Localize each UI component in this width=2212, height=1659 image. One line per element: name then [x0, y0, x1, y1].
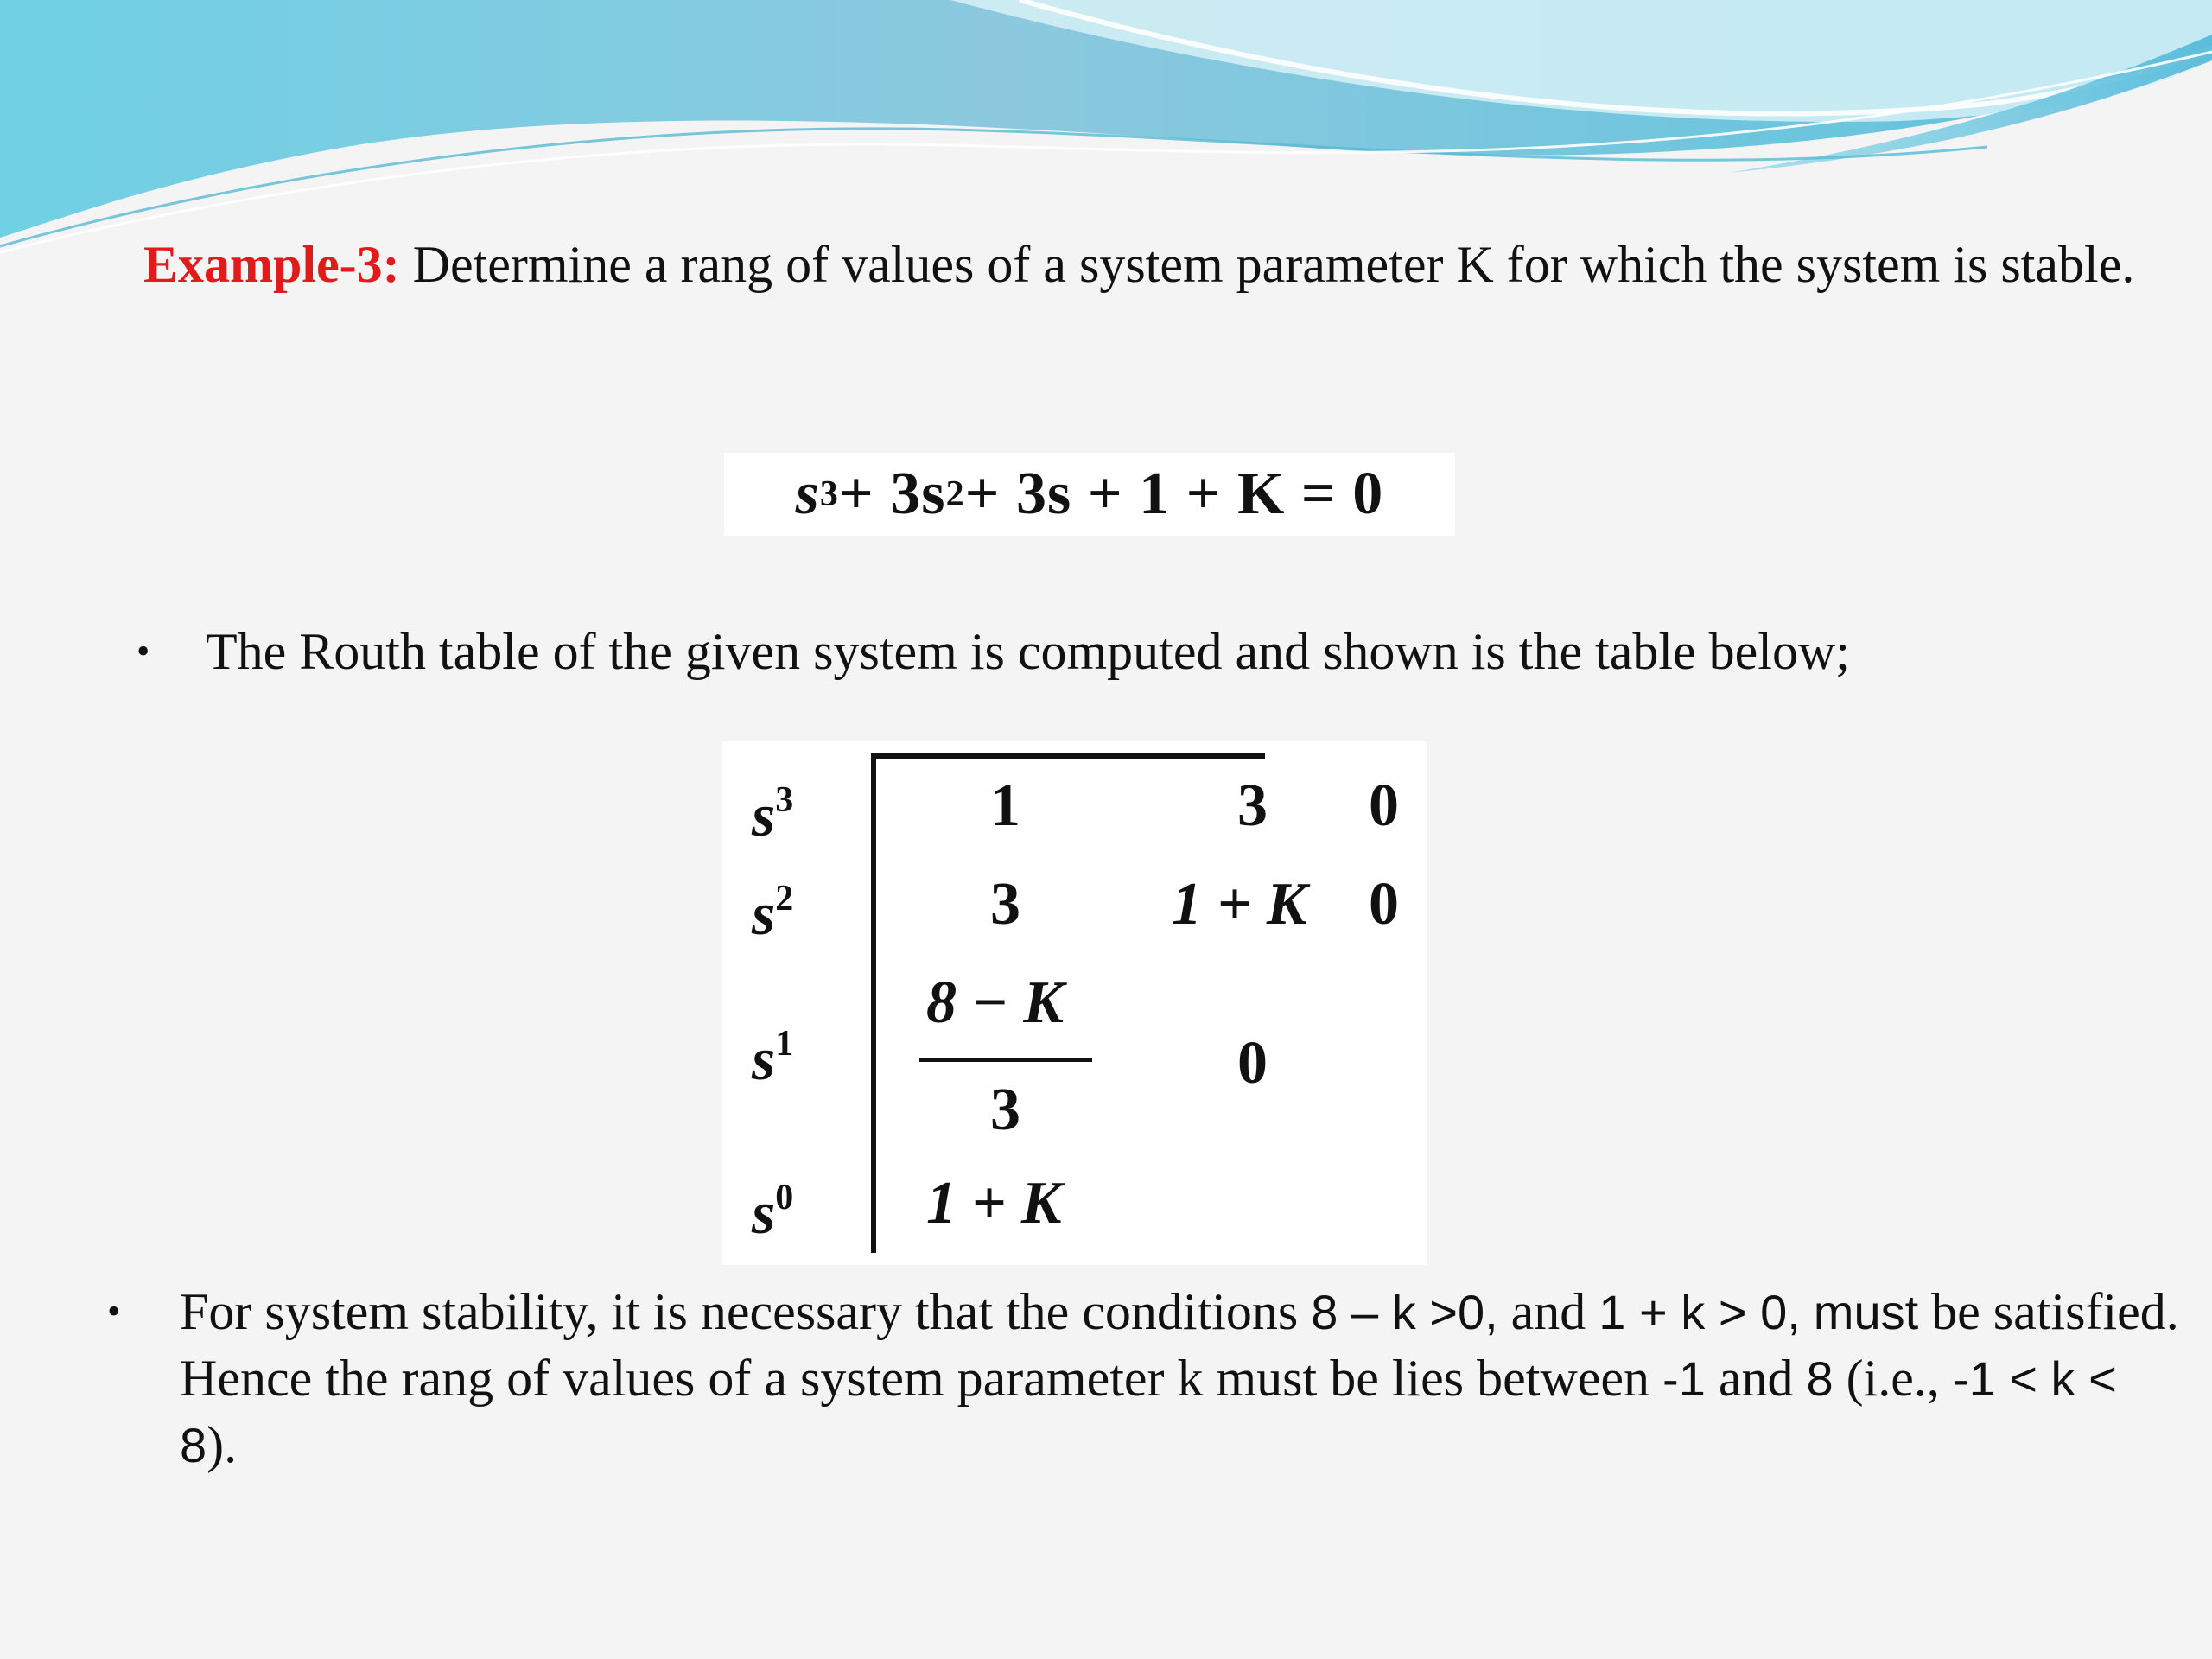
condition-two: 1 + k > 0, [1599, 1285, 1801, 1339]
example-label: Example-3: [143, 236, 400, 293]
routh-cell-r1c1: 1 [990, 772, 1020, 839]
bullet-stability-text: For system stability, it is necessary that the conditions 8 – k >0, and 1 + k > 0, must be satisfied. Hence the rang of values of a system parameter k must be lies between -1 and 8 (i.e., -1 < k < 8). [180, 1283, 2179, 1473]
routh-cell-r4c1: 1 + K [926, 1170, 1062, 1236]
range-expression: -1 < k < 8 [180, 1351, 2117, 1472]
routh-fraction-bar [919, 1058, 1092, 1062]
header-wave-decoration [0, 0, 2212, 259]
example-text: Determine a rang of values of a system parameter K for which the system is stable. [399, 236, 2135, 293]
routh-cell-r3c1-numerator: 8 − K [926, 969, 1065, 1036]
routh-cell-r1c3: 0 [1369, 772, 1399, 839]
bullet-icon: • [137, 630, 150, 672]
routh-row-label-s3: $s^3$ [752, 780, 794, 849]
routh-cell-r2c1: 3 [990, 871, 1020, 938]
routh-row-label-s2: $s^2$ [752, 879, 794, 948]
range-low: -1 [1662, 1351, 1706, 1406]
characteristic-equation: s 3 + 3s 2 + 3s + 1 + K = 0 [724, 453, 1455, 536]
routh-row-label-s0: $s^0$ [752, 1178, 794, 1247]
bullet-routh-intro-text: The Routh table of the given system is computed and shown is the table below; [206, 623, 1850, 680]
intro-paragraph [143, 232, 2183, 297]
routh-cell-r2c3: 0 [1369, 871, 1399, 938]
routh-top-rule [871, 753, 1265, 759]
routh-cell-r3c2: 0 [1237, 1030, 1268, 1096]
routh-divider [871, 757, 876, 1253]
routh-cell-r2c2: 1 + K [1172, 871, 1307, 938]
condition-one: 8 – k >0, [1311, 1285, 1498, 1339]
routh-table [722, 741, 1427, 1265]
equation-s: s [795, 461, 820, 527]
equation-term2: + 3s [838, 461, 946, 527]
routh-cell-r3c1-denominator: 3 [990, 1077, 1020, 1143]
bullet-icon: • [107, 1290, 121, 1332]
equation-rest: + 3s + 1 + K = 0 [964, 461, 1384, 527]
routh-cell-r1c2: 3 [1237, 772, 1268, 839]
routh-row-label-s1: $s^1$ [752, 1024, 794, 1093]
range-high: 8 [1806, 1351, 1834, 1406]
